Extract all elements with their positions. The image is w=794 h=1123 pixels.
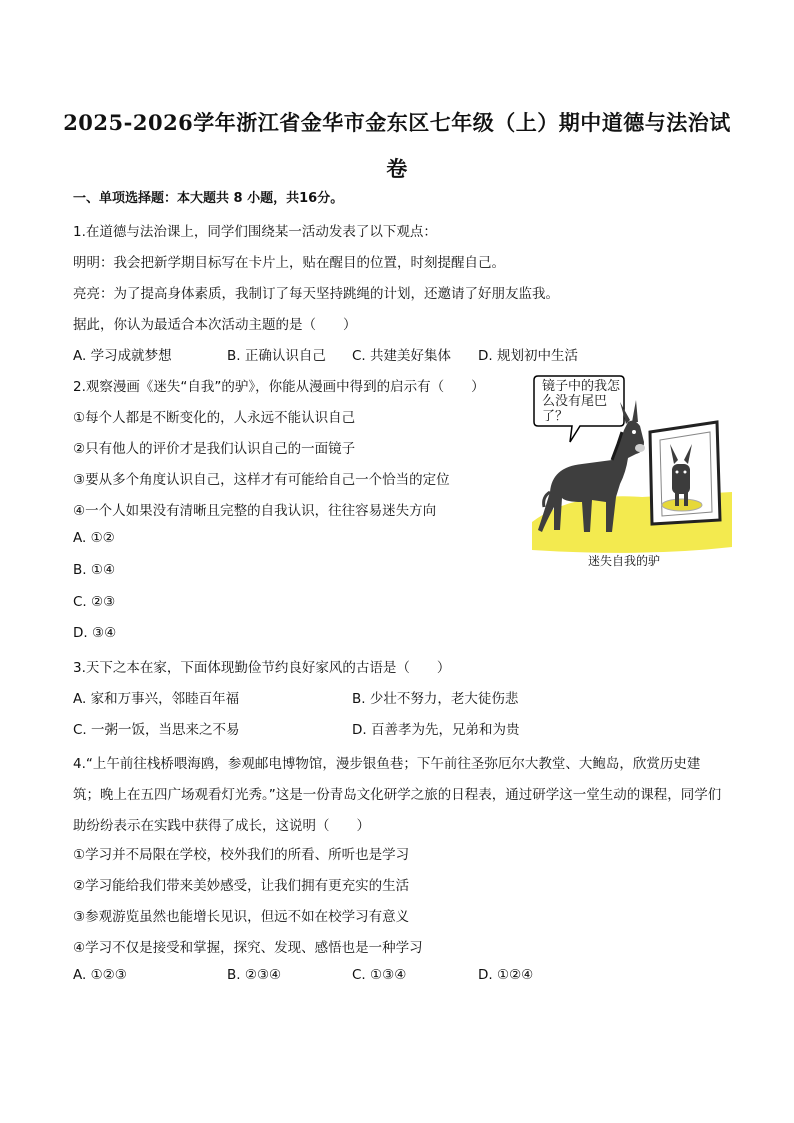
speech-bubble-text: 镜子中的我怎么没有尾巴了？ [542,379,621,424]
q4-option-b[interactable]: B. ②③④ [227,967,282,983]
q2-statement-1: ①每个人都是不断变化的，人永远不能认识自己 [73,410,356,426]
q4-statement-3: ③参观游览虽然也能增长见识，但远不如在校学习有意义 [73,909,410,925]
title-line-2: 卷 [386,156,408,181]
q4-option-d[interactable]: D. ①②④ [478,967,534,983]
q1-line3: 据此，你认为最适合本次活动主题的是（ ） [73,317,357,333]
q4-stem: 4.“上午前往栈桥喂海鸥，参观邮电博物馆，漫步银鱼巷；下午前往圣弥厄尔大教堂、大鲍岛，欣赏历史建筑；晚上在五四广场观看灯光秀。”这是一份青岛文化研学之旅的日程表，通过研学这一堂生动的课程，同学们助纷纷表示在实践中获得了成长，这说明（ ） [73,756,722,834]
q3-option-b[interactable]: B. 少壮不努力，老大徒伤悲 [352,691,519,707]
q4-option-a[interactable]: A. ①②③ [73,967,127,983]
q2-statement-4: ④一个人如果没有清晰且完整的自我认识，往往容易迷失方向 [73,503,437,519]
q4-statement-2: ②学习能给我们带来美妙感受，让我们拥有更充实的生活 [73,878,410,894]
q1-option-b[interactable]: B. 正确认识自己 [227,348,326,364]
q4-statement-1: ①学习并不局限在学校，校外我们的所看、所听也是学习 [73,847,410,863]
q1-line2: 亮亮：为了提高身体素质，我制订了每天坚持跳绳的计划，还邀请了好朋友监我。 [73,286,559,302]
q1-line1: 明明：我会把新学期目标写在卡片上，贴在醒目的位置，时刻提醒自己。 [73,255,505,271]
q4-statement-4: ④学习不仅是接受和掌握，探究、发现、感悟也是一种学习 [73,940,423,956]
title-line-1: 2025-2026学年浙江省金华市金东区七年级（上）期中道德与法治试 [63,110,731,135]
q2-option-a[interactable]: A. ①② [73,530,115,546]
cartoon-caption: 迷失自我的驴 [588,554,661,568]
q3-option-d[interactable]: D. 百善孝为先，兄弟和为贵 [352,722,520,738]
q2-option-b[interactable]: B. ①④ [73,562,116,578]
q2-statement-3: ③要从多个角度认识自己，这样才有可能给自己一个恰当的定位 [73,472,450,488]
q3-stem: 3.天下之本在家，下面体现勤俭节约良好家风的古语是（ ） [73,660,451,676]
q3-option-c[interactable]: C. 一粥一饭，当思来之不易 [73,722,240,738]
q1-option-c[interactable]: C. 共建美好集体 [352,348,452,364]
q4-option-c[interactable]: C. ①③④ [352,967,407,983]
q1-option-d[interactable]: D. 规划初中生活 [478,348,578,364]
q3-option-a[interactable]: A. 家和万事兴，邻睦百年福 [73,691,240,707]
q1-option-a[interactable]: A. 学习成就梦想 [73,348,172,364]
q2-option-d[interactable]: D. ③④ [73,625,117,641]
section-header: 一、单项选择题：本大题共 8 小题，共16分。 [73,191,344,206]
q1-stem: 1.在道德与法治课上，同学们围绕某一活动发表了以下观点： [73,224,437,240]
q2-option-c[interactable]: C. ②③ [73,594,116,610]
q2-stem: 2.观察漫画《迷失“自我”的驴》，你能从漫画中得到的启示有（ ） [73,379,485,395]
q2-statement-2: ②只有他人的评价才是我们认识自己的一面镜子 [73,441,356,457]
exam-title [60,100,734,192]
